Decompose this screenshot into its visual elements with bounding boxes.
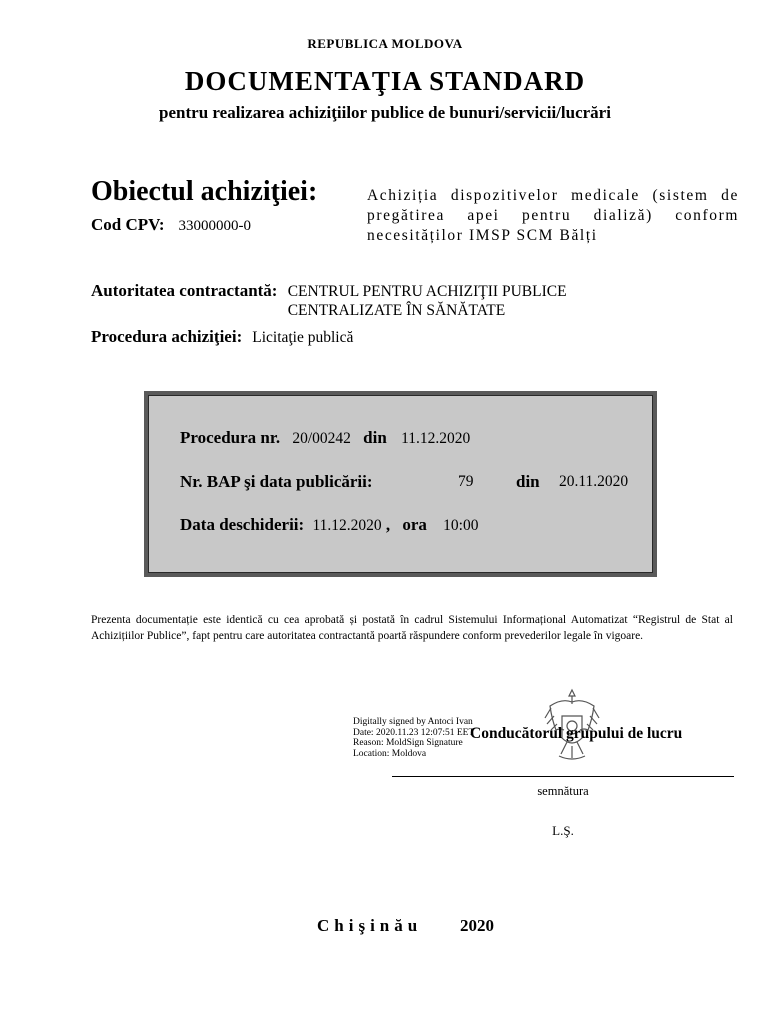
signature-date: Date: 2020.11.23 12:07:51 EET bbox=[353, 727, 475, 738]
document-title: DOCUMENTAŢIA STANDARD bbox=[184, 66, 586, 96]
signatory-role: Conducătorul grupului de lucru bbox=[470, 725, 683, 742]
procedure-number-label: Procedura nr. bbox=[180, 428, 281, 447]
bap-din-label: din bbox=[516, 472, 540, 491]
legal-note: Prezenta documentație este identică cu cea aprobată și postată în cadrul Sistemului Informațional Automatizat “Registrul de Stat al Achizițiilor Publice”, fapt pentru care autoritatea contractantă poartă răspundere conform prevederilor legale în vigoare. bbox=[91, 614, 733, 642]
object-label: Obiectul achiziţiei: bbox=[91, 176, 318, 207]
bap-value: 79 bbox=[458, 473, 474, 490]
bap-row bbox=[180, 472, 650, 492]
opening-row bbox=[180, 515, 478, 535]
document-subtitle: pentru realizarea achiziţiilor publice de bunuri/servicii/lucrări bbox=[159, 103, 611, 122]
procedure-value: Licitaţie publică bbox=[252, 329, 354, 346]
signature-signer: Digitally signed by Antoci Ivan bbox=[353, 717, 473, 727]
opening-date: 11.12.2020 bbox=[312, 517, 382, 534]
cpv-label: Cod CPV: bbox=[91, 215, 165, 234]
procedure-number-row bbox=[180, 428, 470, 448]
opening-label: Data deschiderii: bbox=[180, 515, 305, 534]
authority-row bbox=[91, 281, 648, 320]
authority-value-line2: CENTRALIZATE ÎN SĂNĂTATE bbox=[287, 302, 506, 319]
cpv-value: 33000000-0 bbox=[178, 218, 252, 234]
procedure-label: Procedura achiziţiei: bbox=[91, 327, 243, 346]
procedure-din-label: din bbox=[363, 428, 387, 447]
ora-value: 10:00 bbox=[443, 517, 479, 534]
authority-label: Autoritatea contractantă: bbox=[91, 281, 278, 300]
bap-label: Nr. BAP şi data publicării: bbox=[180, 472, 373, 491]
signature-line bbox=[392, 776, 734, 777]
authority-value bbox=[288, 281, 648, 320]
signature-reason: Reason: MoldSign Signature bbox=[353, 738, 463, 748]
bap-date: 20.11.2020 bbox=[559, 473, 629, 490]
cpv-row bbox=[91, 215, 251, 235]
digital-signature-info bbox=[353, 717, 474, 759]
footer-year: 2020 bbox=[460, 916, 494, 935]
authority-value-line1: CENTRUL PENTRU ACHIZIŢII PUBLICE bbox=[287, 283, 567, 300]
seal-placeholder: L.Ş. bbox=[552, 823, 574, 838]
opening-separator: , bbox=[385, 515, 391, 534]
ora-label: ora bbox=[402, 515, 427, 534]
country-header: REPUBLICA MOLDOVA bbox=[307, 36, 463, 51]
procedure-number-value: 20/00242 bbox=[292, 430, 351, 447]
object-description: Achiziția dispozitivelor medicale (sistem de pregătirea apei pentru dializă) conform necesităților IMSP SCM Bălți bbox=[367, 187, 739, 244]
procedure-date: 11.12.2020 bbox=[401, 430, 471, 447]
signature-caption: semnătura bbox=[537, 784, 589, 798]
signature-location: Location: Moldova bbox=[353, 748, 427, 759]
procedure-row bbox=[91, 327, 353, 347]
info-box bbox=[148, 395, 653, 573]
footer-city: Chişinău bbox=[317, 916, 423, 935]
